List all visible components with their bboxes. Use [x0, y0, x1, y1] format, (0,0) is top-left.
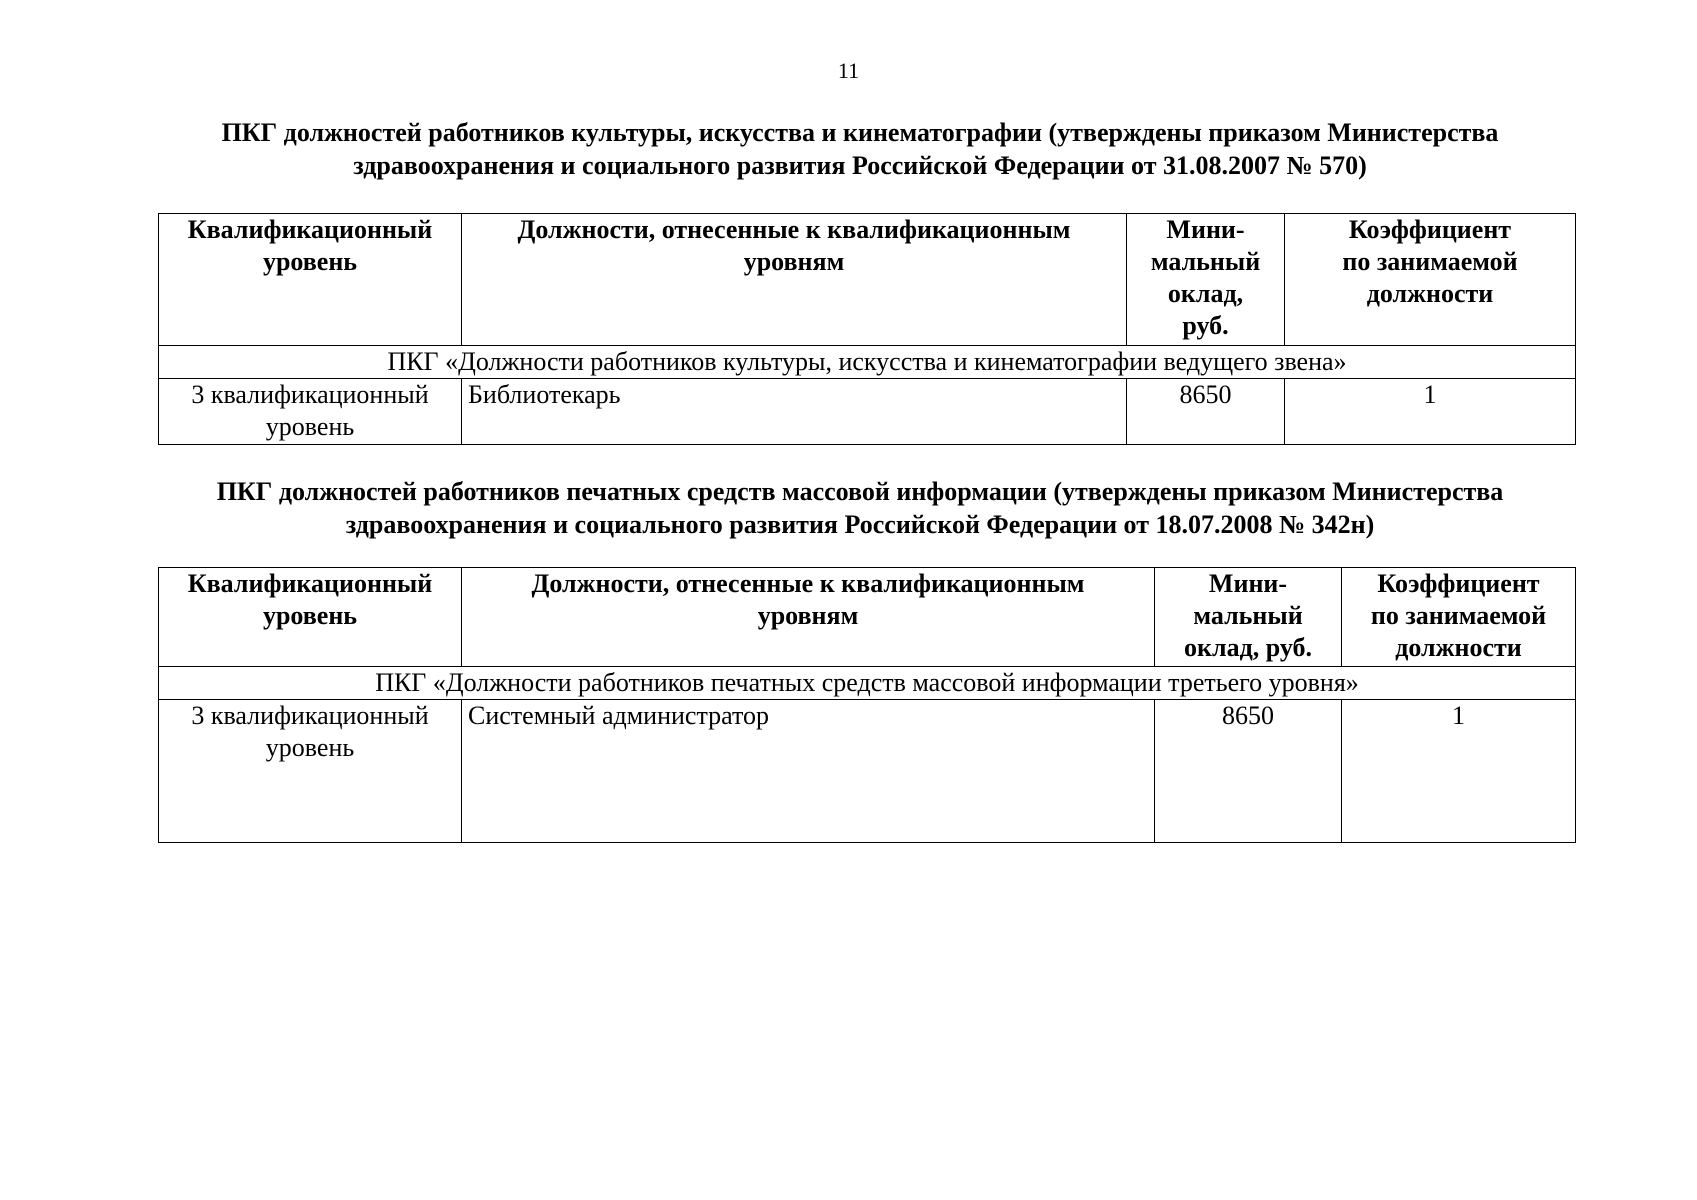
- header-salary: Мини- мальный оклад, руб.: [1127, 214, 1285, 346]
- group-row: [159, 667, 1576, 700]
- table-row: [159, 700, 1576, 843]
- row-salary: 8650: [1155, 700, 1342, 843]
- row-coefficient: 1: [1342, 700, 1576, 843]
- pkg-table-mass-media: [158, 567, 1576, 843]
- row-coefficient: 1: [1285, 379, 1576, 445]
- row-level: 3 квалификационный уровень: [159, 700, 462, 843]
- table-header-row: [159, 568, 1576, 667]
- section-title-mass-media: ПКГ должностей работников печатных средств массовой информации (утверждены приказом Министерства здравоохранения и социального развития Российской Федерации от 18.07.2008 № 342н): [216, 477, 1504, 539]
- header-salary: Мини- мальный оклад, руб.: [1155, 568, 1342, 667]
- table-header-row: [159, 214, 1576, 346]
- pkg-table-culture: [158, 213, 1576, 445]
- row-position: Системный администратор: [462, 700, 1155, 843]
- header-level: Квалификационный уровень: [159, 214, 462, 346]
- header-level: Квалификационный уровень: [159, 568, 462, 667]
- header-coefficient: Коэффициент по занимаемой должности: [1342, 568, 1576, 667]
- header-positions: Должности, отнесенные к квалификационным уровням: [462, 214, 1127, 346]
- header-coefficient: Коэффициент по занимаемой должности: [1285, 214, 1576, 346]
- group-label: ПКГ «Должности работников культуры, искусства и кинематографии ведущего звена»: [159, 346, 1576, 379]
- table-row: [159, 379, 1576, 445]
- section-title-culture: ПКГ должностей работников культуры, искусства и кинематографии (утверждены приказом Министерства здравоохранения и социального развития Российской Федерации от 31.08.2007 № 570): [221, 118, 1499, 180]
- group-row: [159, 346, 1576, 379]
- header-positions: Должности, отнесенные к квалификационным уровням: [462, 568, 1155, 667]
- row-salary: 8650: [1127, 379, 1285, 445]
- row-level: 3 квалификационный уровень: [159, 379, 462, 445]
- group-label: ПКГ «Должности работников печатных средств массовой информации третьего уровня»: [159, 667, 1576, 700]
- page-number: 11: [837, 58, 860, 83]
- row-position: Библиотекарь: [462, 379, 1127, 445]
